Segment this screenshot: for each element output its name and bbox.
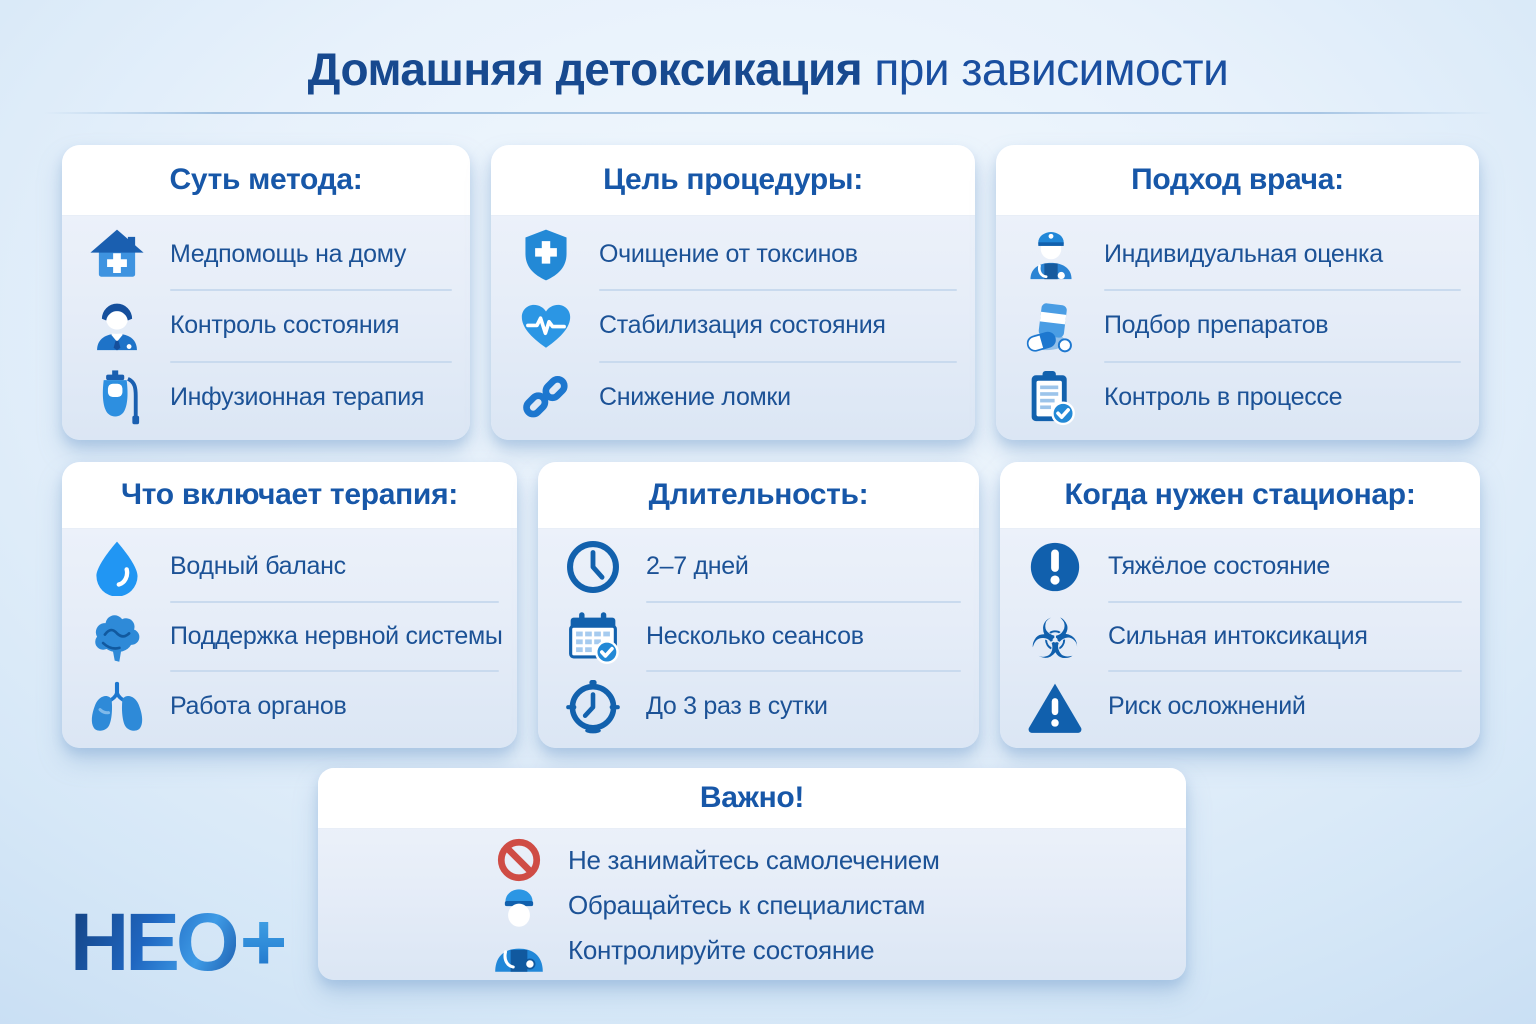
item-label: Поддержка нервной системы	[170, 622, 503, 650]
item-label: Снижение ломки	[599, 382, 791, 411]
neo-plus-logo	[70, 897, 284, 988]
heart-pulse-icon	[517, 297, 575, 355]
list-item	[1026, 533, 1466, 601]
list-item	[88, 533, 503, 601]
shield-cross-icon	[517, 226, 575, 284]
card-important-title: Важно!	[318, 768, 1186, 829]
lungs-icon	[88, 677, 146, 735]
card-goal	[491, 145, 975, 440]
clock-icon	[564, 538, 622, 596]
list-item	[517, 363, 961, 432]
important-item-label: Контролируйте состояние	[568, 935, 875, 965]
page-title	[0, 42, 1536, 96]
card-therapy	[62, 462, 517, 748]
doctor-cap-icon	[1022, 226, 1080, 284]
item-label: Контроль в процессе	[1104, 382, 1343, 411]
card-duration	[538, 462, 979, 748]
item-label: До 3 раз в сутки	[646, 691, 828, 720]
item-label: Индивидуальная оценка	[1104, 240, 1383, 269]
no-sign-icon	[496, 837, 542, 883]
list-item	[1026, 672, 1466, 740]
item-label: Несколько сеансов	[646, 622, 864, 650]
list-item	[564, 533, 965, 601]
calendar-check-icon	[564, 608, 622, 666]
card-approach-title: Подход врача:	[996, 145, 1479, 216]
card-method	[62, 145, 470, 440]
item-label: 2–7 дней	[646, 552, 749, 581]
page-title-regular: при зависимости	[862, 43, 1229, 95]
list-item	[88, 672, 503, 740]
cards-row-1	[62, 145, 1479, 440]
list-item	[1026, 603, 1466, 671]
card-method-title: Суть метода:	[62, 145, 470, 216]
exclamation-circle-icon	[1026, 538, 1084, 596]
card-duration-title: Длительность:	[538, 462, 979, 529]
list-item	[517, 220, 961, 289]
card-approach	[996, 145, 1479, 440]
cards-row-2	[62, 462, 1480, 748]
card-important	[318, 768, 1186, 980]
title-divider	[42, 112, 1494, 114]
item-label: Сильная интоксикация	[1108, 622, 1368, 650]
logo-text: НЕО	[70, 897, 236, 988]
card-method-body	[62, 216, 470, 440]
biohazard-icon	[1026, 608, 1084, 666]
list-item	[88, 220, 456, 289]
surgeon-icon	[488, 883, 550, 973]
card-hospital-body	[1000, 529, 1480, 748]
chain-link-icon	[517, 368, 575, 426]
card-hospital	[1000, 462, 1480, 748]
card-duration-body	[538, 529, 979, 748]
card-therapy-body	[62, 529, 517, 748]
item-label: Стабилизация состояния	[599, 311, 886, 340]
brain-icon	[88, 608, 146, 666]
item-label: Водный баланс	[170, 552, 346, 581]
card-important-body	[486, 837, 1162, 973]
list-item	[88, 291, 456, 360]
alarm-clock-icon	[564, 677, 622, 735]
page-title-bold: Домашняя детоксикация	[307, 43, 863, 95]
logo-plus-icon: +	[239, 897, 284, 988]
list-item	[517, 291, 961, 360]
item-label: Инфузионная терапия	[170, 382, 425, 411]
card-goal-title: Цель процедуры:	[491, 145, 975, 216]
list-item	[88, 363, 456, 432]
list-item	[564, 603, 965, 671]
important-item-label: Не занимайтесь самолечением	[568, 844, 940, 875]
card-approach-body	[996, 216, 1479, 440]
card-hospital-title: Когда нужен стационар:	[1000, 462, 1480, 529]
doctor-icon	[88, 297, 146, 355]
list-item	[88, 603, 503, 671]
item-label: Очищение от токсинов	[599, 240, 858, 269]
list-item	[564, 672, 965, 740]
item-label: Медпомощь на дому	[170, 240, 407, 269]
iv-bag-icon	[88, 368, 146, 426]
item-label: Тяжёлое состояние	[1108, 552, 1331, 581]
list-item	[1022, 291, 1465, 360]
water-drop-icon	[88, 538, 146, 596]
item-label: Работа органов	[170, 691, 347, 720]
medications-icon	[1022, 297, 1080, 355]
list-item	[1022, 363, 1465, 432]
clipboard-check-icon	[1022, 368, 1080, 426]
item-label: Подбор препаратов	[1104, 311, 1329, 340]
important-item-label: Обращайтесь к специалистам	[568, 890, 926, 920]
list-item	[1022, 220, 1465, 289]
warning-triangle-icon	[1026, 677, 1084, 735]
item-label: Контроль состояния	[170, 311, 400, 340]
card-goal-body	[491, 216, 975, 440]
house-medical-icon	[88, 226, 146, 284]
card-therapy-title: Что включает терапия:	[62, 462, 517, 529]
item-label: Риск осложнений	[1108, 691, 1306, 720]
